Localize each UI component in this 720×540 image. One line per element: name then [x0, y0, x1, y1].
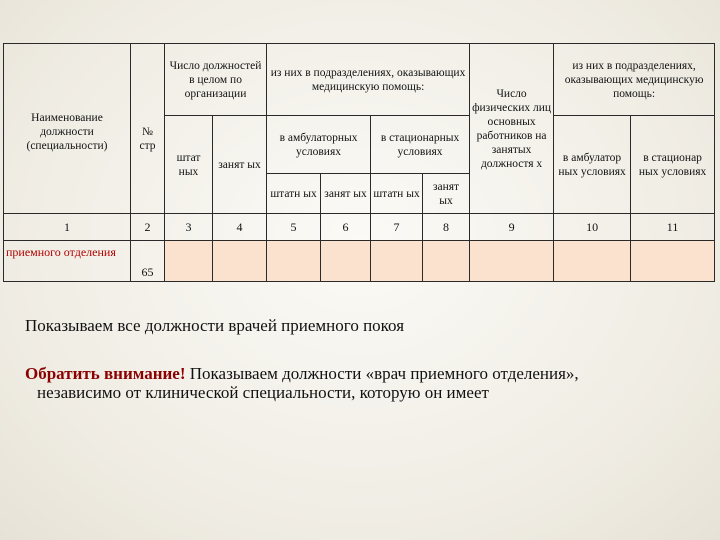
header-outpatient-occupied: занят ых — [321, 174, 371, 214]
column-number: 3 — [165, 214, 213, 241]
header-staff: штат ных — [165, 116, 213, 214]
header-of-them-units-right: из них в подразделениях, оказывающих медицинскую помощь: — [554, 44, 715, 116]
header-inpatient-staff: штатн ых — [371, 174, 423, 214]
header-outpatient: в амбулаторных условиях — [267, 116, 371, 174]
table-row — [4, 241, 715, 282]
cell-outpatient-occupied[interactable] — [321, 241, 371, 282]
header-name: Наименование должности (специальности) — [4, 44, 131, 214]
cell-positions-occupied[interactable] — [213, 241, 267, 282]
cell-outpatient-staff[interactable] — [267, 241, 321, 282]
attention-label: Обратить внимание! — [25, 364, 186, 383]
cell-positions-staff[interactable] — [165, 241, 213, 282]
header-physical-persons: Число физических лиц основных работников на занятых должностя х — [470, 44, 554, 214]
row-code: 65 — [131, 241, 165, 282]
header-row-number: № стр — [131, 44, 165, 214]
cell-inpatient-right[interactable] — [631, 241, 715, 282]
cell-physical-persons[interactable] — [470, 241, 554, 282]
attention-text-continued: независимо от клинической специальности, которую он имеет — [37, 383, 489, 402]
attention-text: Показываем должности «врач приемного отделения», — [185, 364, 579, 383]
cell-inpatient-staff[interactable] — [371, 241, 423, 282]
cell-outpatient-right[interactable] — [554, 241, 631, 282]
note-attention — [25, 364, 705, 402]
header-positions-total: Число должностей в целом по организации — [165, 44, 267, 116]
header-occupied: занят ых — [213, 116, 267, 214]
column-number: 8 — [423, 214, 470, 241]
column-number: 10 — [554, 214, 631, 241]
column-number: 7 — [371, 214, 423, 241]
column-number: 2 — [131, 214, 165, 241]
column-number-row — [4, 214, 715, 241]
row-label: приемного отделения — [4, 241, 131, 282]
cell-inpatient-occupied[interactable] — [423, 241, 470, 282]
column-number: 6 — [321, 214, 371, 241]
column-number: 5 — [267, 214, 321, 241]
column-number: 4 — [213, 214, 267, 241]
header-inpatient-right: в стационар ных условиях — [631, 116, 715, 214]
report-table — [3, 43, 715, 282]
header-outpatient-staff: штатн ых — [267, 174, 321, 214]
header-inpatient-occupied: занят ых — [423, 174, 470, 214]
header-of-them-units: из них в подразделениях, оказывающих медицинскую помощь: — [267, 44, 470, 116]
note-all-positions: Показываем все должности врачей приемного покоя — [25, 316, 405, 335]
column-number: 9 — [470, 214, 554, 241]
header-inpatient: в стационарных условиях — [371, 116, 470, 174]
column-number: 1 — [4, 214, 131, 241]
column-number: 11 — [631, 214, 715, 241]
header-outpatient-right: в амбулатор ных условиях — [554, 116, 631, 214]
